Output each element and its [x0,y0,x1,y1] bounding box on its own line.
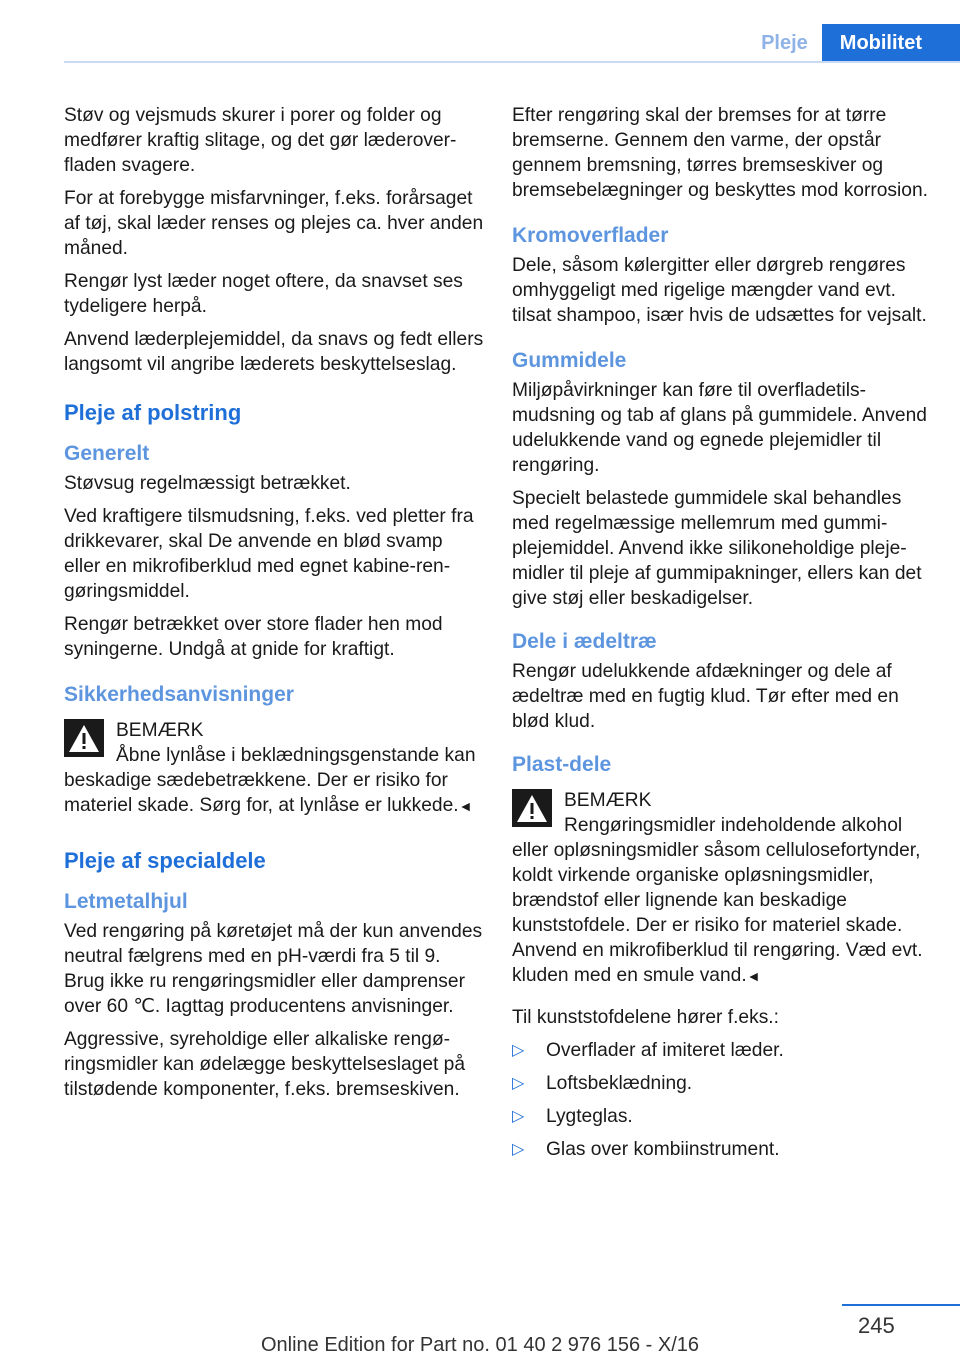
subheading-plast: Plast-dele [512,753,612,776]
list-item [512,1104,932,1129]
subheading-letmetal: Letmetalhjul [64,890,188,913]
list-item [512,1071,932,1096]
triangle-bullet-icon: ▷ [512,1141,525,1158]
page-number: 245 [858,1313,895,1338]
warning-text: Åbne lynlåse i beklædningsgenstande kan beskadige sædebetrækkene. Der er risiko for materiel skade. Sørg for, at lynlåse er lukkede. [64,745,476,816]
right-column [512,103,932,1170]
tab-pleje[interactable]: Pleje [761,32,808,54]
triangle-bullet-icon: ▷ [512,1075,525,1092]
list-item-text: Lygteglas. [546,1106,633,1127]
paragraph: Ved kraftigere tilsmudsning, f.eks. ved pletter fra drikkevarer, skal De anvende en blød svamp eller en mikrofiberklud med egnet kabine-rengøringsmiddel. [64,506,474,602]
end-mark: ◄ [458,798,473,814]
paragraph: Miljøpåvirkninger kan føre til overfladetilsmudsning og tab af glans på gummidele. Anvend udelukkende vand og egnede plejemidler til rengøring. [512,380,927,476]
subheading-sikkerhed: Sikkerhedsanvisninger [64,683,294,706]
paragraph: Rengør lyst læder noget oftere, da snavset ses tydeligere herpå. [64,271,463,317]
left-column [64,103,484,1110]
list-item-text: Overflader af imiteret læder. [546,1040,784,1061]
warning-text: Rengøringsmidler indeholdende alkohol eller opløsningsmidler såsom cellulosefortynder, koldt virkende organiske opløsningsmidler, brændstof eller lignende kan beskadige kunststofdele. Der er risiko for materiel skade. Anvend en mikrofiberklud til rengøring. Væd evt. kluden med en smule vand. [512,815,923,986]
footer-rule [842,1304,960,1306]
list-item-text: Loftsbeklædning. [546,1073,693,1094]
bullet-list [512,1038,932,1162]
list-item-text: Glas over kombiinstrument. [546,1139,780,1160]
paragraph: For at forebygge misfarvninger, f.eks. forårsaget af tøj, skal læder renses og plejes ca. hver anden måned. [64,188,484,259]
end-mark: ◄ [746,968,761,984]
tab-mobilitet[interactable]: Mobilitet [822,24,960,62]
list-item [512,1038,932,1063]
subheading-gummi: Gummidele [512,349,627,372]
warning-note [512,788,932,989]
paragraph: Rengør udelukkende afdækninger og dele af ædeltræ med en fugtig klud. Tør efter med en blød klud. [512,661,899,732]
paragraph: Støvsug regelmæssigt betrækket. [64,473,351,494]
triangle-bullet-icon: ▷ [512,1042,525,1059]
subheading-krom: Kromoverflader [512,224,669,247]
section-heading-polstring: Pleje af polstring [64,400,242,425]
paragraph: Efter rengøring skal der bremses for at tørre bremserne. Gennem den varme, der opstår gennem bremsning, tørres bremseskiver og bremsebelægninger og beskyttes mod korrosion. [512,105,928,201]
paragraph: Specielt belastede gummidele skal behandles med regelmæssige mellemrum med gummiplejemiddel. Anvend ikke silikoneholdige plejemidler til pleje af gummipakninger, ellers kan det give støj eller beskadigelser. [512,488,922,609]
subheading-aedeltrae: Dele i ædeltræ [512,630,657,653]
footer-edition: Online Edition for Part no. 01 40 2 976 156 - X/16 [260,1334,700,1356]
warning-note [64,718,484,819]
list-item [512,1137,932,1162]
subheading-generelt: Generelt [64,442,150,465]
warning-icon [64,719,104,757]
paragraph: Rengør betrækket over store flader hen mod syningerne. Undgå at gnide for kraftigt. [64,614,443,660]
section-heading-specialdele: Pleje af specialdele [64,848,266,873]
paragraph: Støv og vejsmuds skurer i porer og folder og medfører kraftig slitage, og det gør læderoverfladen svagere. [64,105,457,176]
warning-label: BEMÆRK [564,790,652,811]
paragraph: Ved rengøring på køretøjet må der kun anvendes neutral fælgrens med en pH-værdi fra 5 til 9. Brug ikke ru rengøringsmidler eller damprenser over 60 ℃. Iagttag producentens anvisninger. [64,921,483,1017]
header-rule [64,61,960,63]
warning-label: BEMÆRK [116,720,204,741]
paragraph: Dele, såsom kølergitter eller dørgreb rengøres omhyggeligt med rigelige mængder vand evt. tilsat shampoo, især hvis de udsættes for vejsalt. [512,255,927,326]
triangle-bullet-icon: ▷ [512,1108,525,1125]
paragraph: Til kunststofdelene hører f.eks.: [512,1007,779,1028]
header-tabs [747,24,960,62]
paragraph: Aggressive, syreholdige eller alkaliske rengøringsmidler kan ødelægge beskyttelseslaget på tilstødende komponenter, f.eks. bremseskiven. [64,1029,466,1100]
paragraph: Anvend læderplejemiddel, da snavs og fedt ellers langsomt vil angribe læderets beskyttelseslag. [64,329,484,375]
warning-icon [512,789,552,827]
